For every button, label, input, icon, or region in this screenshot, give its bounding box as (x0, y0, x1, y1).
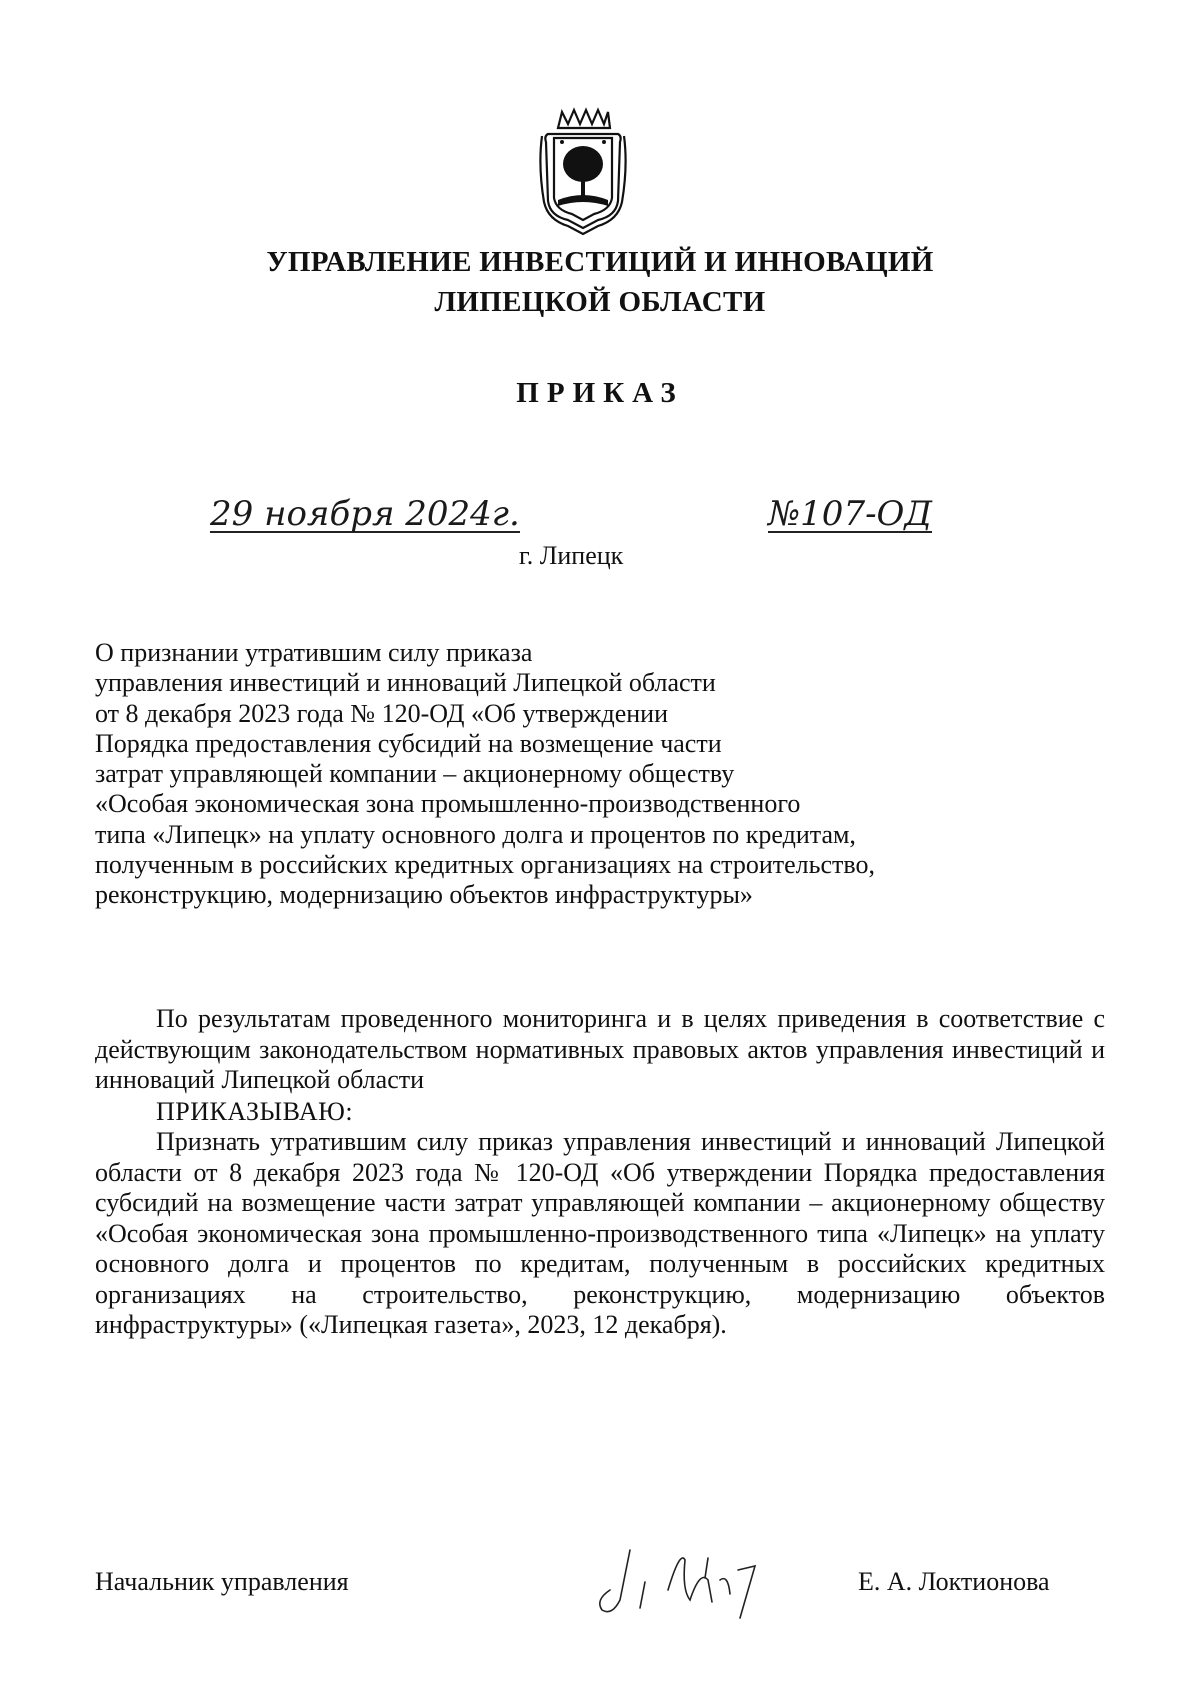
city-name: г. Липецк (519, 541, 624, 570)
order-subject (95, 638, 995, 911)
organization-name-line-1: УПРАВЛЕНИЕ ИНВЕСТИЦИЙ И ИННОВАЦИЙ (266, 246, 934, 278)
subject-line: затрат управляющей компании – акционерному обществу (95, 759, 735, 789)
document-date: 29 ноября 2024г. (210, 494, 520, 534)
subject-line: О признании утратившим силу приказа (95, 638, 533, 667)
decision-paragraph: Признать утратившим силу приказ управления инвестиций и инноваций Липецкой области от 8 декабря 2023 года № 120-ОД «Об утверждении Порядка предоставления субсидий на возмещение части затрат управляющей компании – акционерному обществу «Особая экономическая зона промышленно-производственного типа «Липецк» на уплату основного долга и процентов по кредитам, полученным в российских кредитных организациях на строительство, реконструкцию, модернизацию объектов инфраструктуры» («Липецкая газета», 2023, 12 декабря). (95, 1127, 1105, 1339)
subject-line: типа «Липецк» на уплату основного долга и процентов по кредитам, (95, 819, 856, 849)
organization-name-line-2: ЛИПЕЦКОЙ ОБЛАСТИ (434, 286, 766, 318)
preamble-paragraph: По результатам проведенного мониторинга и в целях приведения в соответствие с действующим законодательством нормативных правовых актов управления инвестиций и инноваций Липецкой области (95, 1004, 1105, 1094)
subject-line: реконструкцию, модернизацию объектов инфраструктуры» (95, 880, 753, 910)
subject-line: «Особая экономическая зона промышленно-производственного (95, 789, 801, 819)
document-number: №107-ОД (768, 494, 933, 534)
subject-line: полученным в российских кредитных организациях на строительство, (95, 850, 875, 880)
subject-line: управления инвестиций и инноваций Липецкой области (95, 668, 716, 698)
signatory-position: Начальник управления (95, 1567, 349, 1596)
coat-of-arms-emblem (538, 106, 628, 236)
handwritten-signature (590, 1530, 810, 1620)
subject-line: Порядка предоставления субсидий на возмещение части (95, 728, 722, 758)
order-directive-word: ПРИКАЗЫВАЮ: (156, 1097, 354, 1126)
document-type-title: ПРИКАЗ (516, 377, 684, 409)
subject-line: от 8 декабря 2023 года № 120-ОД «Об утверждении (95, 698, 668, 728)
signatory-name: Е. А. Локтионова (858, 1567, 1050, 1596)
